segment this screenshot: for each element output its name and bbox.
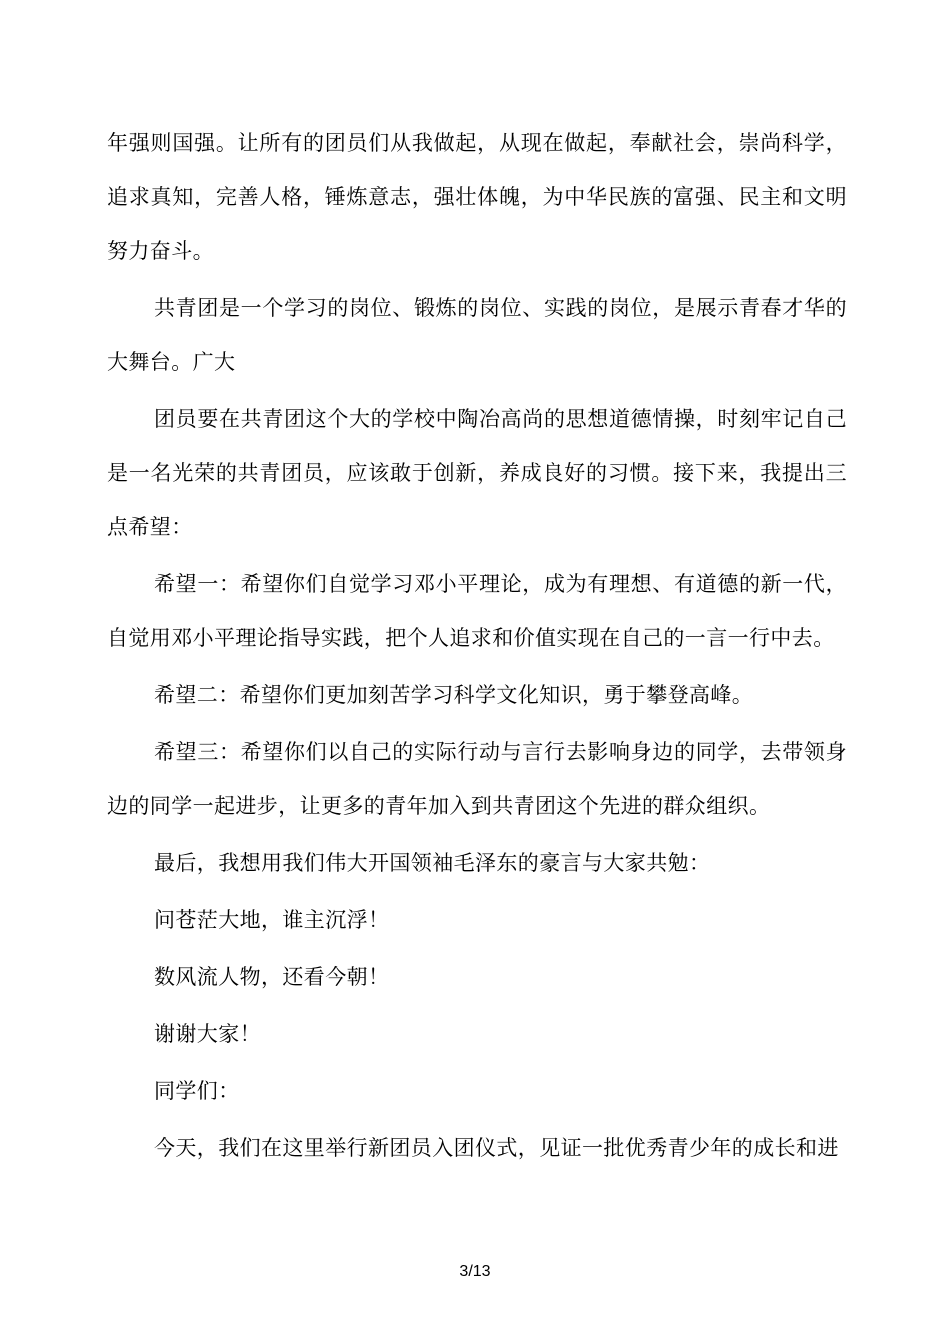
paragraph-12: 今天，我们在这里举行新团员入团仪式，见证一批优秀青少年的成长和进 [154,1136,839,1160]
paragraph-7: 最后，我想用我们伟大开国领袖毛泽东的豪言与大家共勉： [154,851,711,875]
paragraph-5: 希望二：希望你们更加刻苦学习科学文化知识，勇于攀登高峰。 [154,683,754,707]
paragraph-6: 希望三：希望你们以自己的实际行动与言行去影响身边的同学，去带领身边的同学一起进步，让更多的青年加入到共青团这个先进的群众组织。 [107,740,847,818]
paragraph-11: 同学们： [154,1079,240,1103]
page-number: 3/13 [459,1263,491,1280]
document-body [107,116,847,1175]
paragraph-4: 希望一：希望你们自觉学习邓小平理论，成为有理想、有道德的新一代，自觉用邓小平理论指导实践，把个人追求和价值实现在自己的一言一行中去。 [107,572,847,650]
paragraph-3: 团员要在共青团这个大的学校中陶冶高尚的思想道德情操，时刻牢记自己是一名光荣的共青团员，应该敢于创新，养成良好的习惯。接下来，我提出三点希望： [107,407,847,539]
paragraph-1: 年强则国强。让所有的团员们从我做起，从现在做起，奉献社会，崇尚科学，追求真知，完善人格，锤炼意志，强壮体魄，为中华民族的富强、民主和文明努力奋斗。 [107,131,847,263]
paragraph-9: 数风流人物，还看今朝！ [154,965,390,989]
paragraph-8: 问苍茫大地，谁主沉浮！ [154,908,390,932]
paragraph-10: 谢谢大家！ [154,1022,261,1046]
paragraph-2: 共青团是一个学习的岗位、锻炼的岗位、实践的岗位，是展示青春才华的大舞台。广大 [107,296,847,374]
